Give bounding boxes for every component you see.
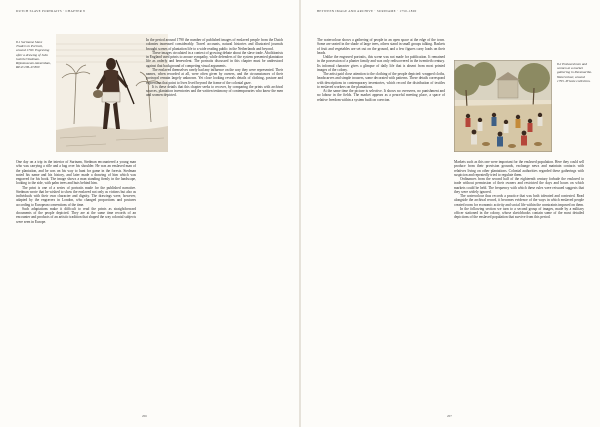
left-column-1 <box>16 160 136 408</box>
paragraph: At the same time the picture is selective. It shows no overseers, no punishment and no labour in the fields. The market appears as a peaceful meeting place, a space of relative freedom within a system built on coercion. <box>317 89 445 102</box>
right-figure-watercolour <box>454 60 552 152</box>
paragraph: One day on a trip in the interior of Surinam, Stedman encountered a young man who was carrying a rifle and a bag over his shoulder. He was an enslaved man of the plantation, and he was on his way to hunt for game in the forests. Stedman noted his name and his history, and later made a drawing of him which was engraved for his book. The image shows a man standing firmly in the landscape, looking to the side, with palm trees and huts behind him. <box>16 160 136 186</box>
paragraph: The watercolour shows a gathering of people in an open space at the edge of the town. Some are seated in the shade of large trees, others stand in small groups talking. Baskets of fruit and vegetables are set out on the ground, and a few figures carry loads on their heads. <box>317 38 445 55</box>
paragraph: Such adaptations make it difficult to read the prints as straightforward documents of the people depicted. They are at the same time records of an encounter and products of an artistic tradition that shaped the way colonial subjects were seen in Europe. <box>16 206 136 224</box>
paragraph: In the period around 1790 the number of published images of enslaved people from the Dutch colonies increased considerably. Travel accounts, natural histories and illustrated journals brought scenes of plantation life to a wide reading public in the Netherlands and beyond. <box>146 38 283 51</box>
paragraph: The watercolour thus records a practice that was both tolerated and contested. Read alongside the archival record, it becomes evidence of the ways in which enslaved people created room for economic activity and social life within the constraints imposed on them. <box>454 194 584 207</box>
left-column-2 <box>146 38 283 408</box>
right-folio: 207 <box>447 414 452 418</box>
paragraph: It is these details that this chapter seeks to recover, by comparing the prints with archival sources, plantation inventories and the written testimony of contemporaries who knew the men and women depicted. <box>146 84 283 98</box>
left-folio: 206 <box>142 414 147 418</box>
left-figure-caption: 8.1 Suriname Slave Traders in Portrait, around 1790. Engraving after a drawing of John Gabriel Stedman. Rijksmuseum Amsterdam, RP-P-OB-47.890 <box>16 40 51 70</box>
paragraph: The artist paid close attention to the clothing of the people depicted: wrapped cloths, headscarves and simple trousers, some decorated with patterns. These details correspond with descriptions in contemporary inventories, which record the distribution of textiles to enslaved workers on the plantations. <box>317 72 445 89</box>
paragraph: The enslaved themselves rarely had any influence on the way they were represented. Their names, when recorded at all, were often given by owners, and the circumstances of their portrayal remain largely unknown. Yet close looking reveals details of clothing, posture and expression that point to lives lived beyond the frame of the colonial gaze. <box>146 67 283 85</box>
paragraph: In the following section we turn to a second group of images, made by a military officer stationed in the colony, whose sketchbooks contain some of the most detailed depictions of the enslaved population that survive from this period. <box>454 206 584 220</box>
right-column-1 <box>317 38 445 408</box>
left-running-head: DUTCH SLAVE PORTRAITS · CHAPTER 8 <box>16 9 86 13</box>
left-page <box>0 0 299 427</box>
right-running-head: BETWEEN IMAGE AND ARCHIVE · SURINAME · 1750–1800 <box>317 9 417 13</box>
paragraph: The print is one of a series of portraits made for the published narrative. Stedman wrote that he wished to show the enslaved not only as victims but also as individuals with their own character and dignity. The drawings were, however, adapted by the engravers in London, who changed proportions and postures according to European conventions of the time. <box>16 185 136 207</box>
paragraph: Unlike the engraved portraits, this scene was not made for publication. It remained in the possession of a planter family and was only rediscovered in the twentieth century. Its informal character gives a glimpse of daily life that is absent from most printed images of the colony. <box>317 55 445 72</box>
paragraph: These images circulated in a context of growing debate about the slave trade. Abolitionists in England used prints to arouse sympathy, while defenders of the system presented plantation life as orderly and benevolent. The portraits discussed in this chapter must be understood against that background of competing visual arguments. <box>146 50 283 68</box>
paragraph: Markets such as this one were important for the enslaved population. Here they could sell produce from their provision grounds, exchange news and maintain contacts with relatives living on other plantations. Colonial authorities regarded these gatherings with suspicion and repeatedly tried to regulate them. <box>454 160 584 177</box>
right-figure-caption: 8.2 Enslaved men and women at a market gathering in Paramaribo. Watercolour, around 1795. Private collection. <box>557 62 592 83</box>
paragraph: Ordinances from the second half of the eighteenth century forbade the enslaved to trade without permission of their owners and restricted the days and hours on which markets could be held. The frequency with which these rules were reissued suggests that they were widely ignored. <box>454 177 584 194</box>
right-page <box>301 0 600 427</box>
right-column-2 <box>454 160 584 408</box>
